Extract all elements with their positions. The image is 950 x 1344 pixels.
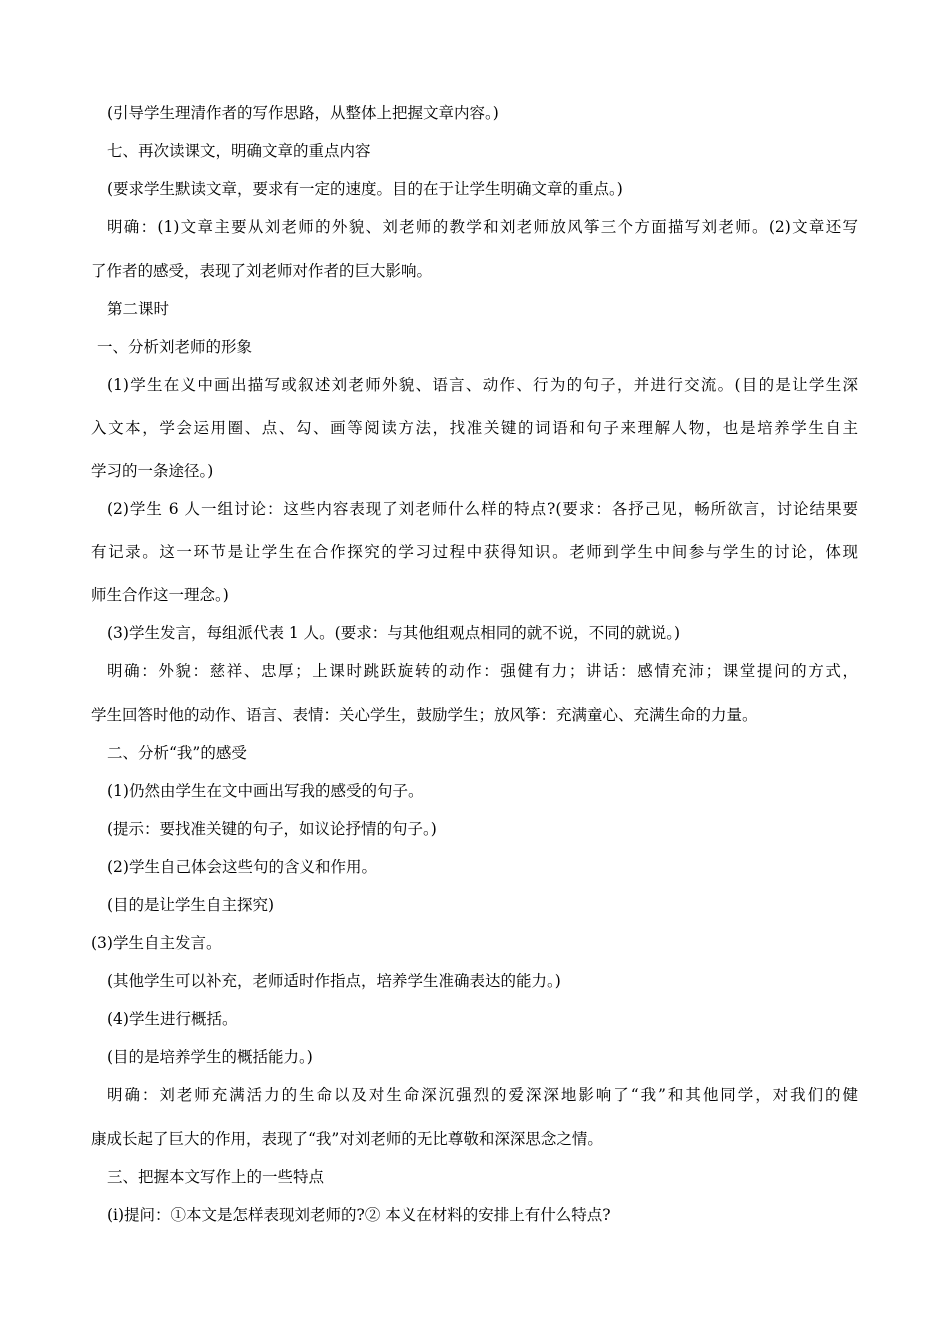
paragraph-line: (3)学生发言，每组派代表 1 人。(要求：与其他组观点相同的就不说，不同的就说。)	[107, 624, 681, 642]
paragraph-line: (2)学生 6 人一组讨论：这些内容表现了刘老师什么样的特点?(要求：各抒己见，畅所欲言，讨论结果要	[107, 500, 858, 518]
paragraph-line: 康成长起了巨大的作用，表现了“我”对刘老师的无比尊敬和深深思念之情。	[91, 1130, 603, 1148]
paragraph-line: (提示：要找准关键的句子，如议论抒情的句子。)	[107, 820, 437, 838]
paragraph-line: 有记录。这一环节是让学生在合作探究的学习过程中获得知识。老师到学生中间参与学生的讨论，体现	[91, 543, 858, 561]
paragraph-line: 师生合作这一理念。)	[91, 586, 229, 604]
paragraph-line: (要求学生默读文章，要求有一定的速度。目的在于让学生明确文章的重点。)	[107, 180, 623, 198]
paragraph-line: 学生回答时他的动作、语言、表情：关心学生，鼓励学生；放风筝：充满童心、充满生命的力量。	[91, 706, 758, 724]
section-heading: 七、再次读课文，明确文章的重点内容	[107, 142, 371, 160]
paragraph-line: (2)学生自己体会这些句的含义和作用。	[107, 858, 377, 876]
paragraph-line: 明确：刘老师充满活力的生命以及对生命深沉强烈的爱深深地影响了“我”和其他同学，对我们的健	[107, 1086, 858, 1104]
section-heading: 二、分析“我”的感受	[107, 744, 247, 762]
paragraph-line: (1)学生在义中画出描写或叙述刘老师外貌、语言、动作、行为的句子，并进行交流。(目的是让学生深	[107, 376, 858, 394]
paragraph-line: (目的是让学生自主探究)	[107, 896, 275, 914]
paragraph-line: (目的是培养学生的概括能力。)	[107, 1048, 313, 1066]
paragraph-line: 明确：外貌：慈祥、忠厚；上课时跳跃旋转的动作：强健有力；讲话：感情充沛；课堂提问的方式，	[107, 662, 858, 680]
paragraph-line: 入文本，学会运用圈、点、勾、画等阅读方法，找准关键的词语和句子来理解人物，也是培养学生自主	[91, 419, 858, 437]
paragraph-line: (引导学生理清作者的写作思路，从整体上把握文章内容。)	[107, 104, 499, 122]
paragraph-line: (3)学生自主发言。	[91, 934, 222, 952]
paragraph-line: (其他学生可以补充，老师适时作指点，培养学生准确表达的能力。)	[107, 972, 561, 990]
paragraph-line: (4)学生进行概括。	[107, 1010, 238, 1028]
paragraph-line: 学习的一条途径。)	[91, 462, 214, 480]
paragraph-line: (1)仍然由学生在文中画出写我的感受的句子。	[107, 782, 424, 800]
section-heading: 三、把握本文写作上的一些特点	[107, 1168, 325, 1186]
paragraph-line: (i)提问：①本文是怎样表现刘老师的?② 本义在材料的安排上有什么特点?	[107, 1206, 611, 1224]
paragraph-line: 了作者的感受，表现了刘老师对作者的巨大影响。	[91, 262, 433, 280]
paragraph-line: 明确：(1)文章主要从刘老师的外貌、刘老师的教学和刘老师放风筝三个方面描写刘老师。(2)文章还写	[107, 218, 858, 236]
section-heading: 一、分析刘老师的形象	[97, 338, 253, 356]
lesson-heading: 第二课时	[107, 300, 170, 318]
